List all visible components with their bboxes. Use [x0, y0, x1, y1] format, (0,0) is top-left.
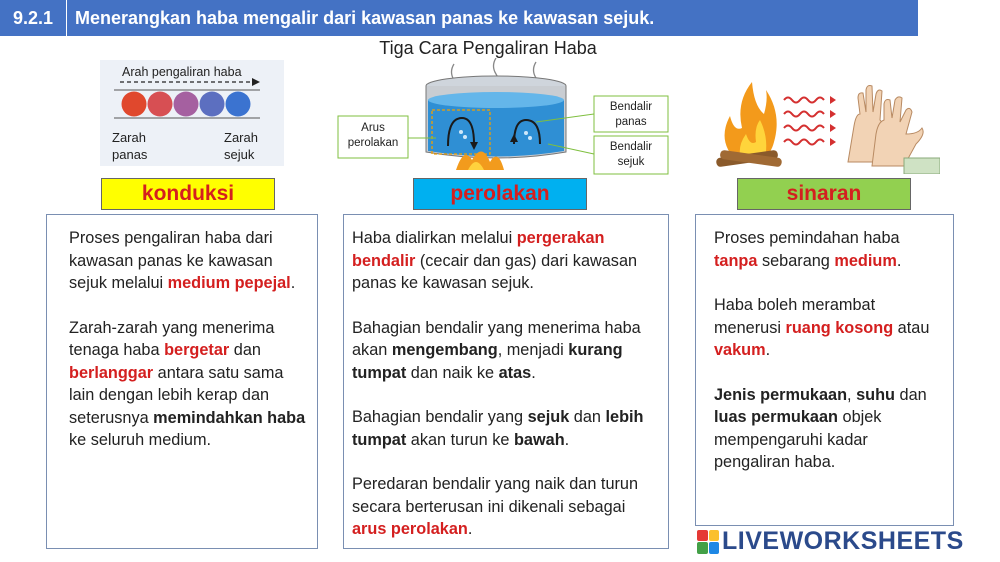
highlight-term: Jenis permukaan [714, 385, 848, 404]
particle [174, 92, 199, 117]
paragraph [69, 317, 307, 452]
liveworksheets-logo [697, 527, 964, 556]
paragraph [714, 384, 943, 474]
paragraph [714, 294, 943, 362]
logo-text: LIVEWORKSHEETS [722, 527, 964, 555]
hands-icon [848, 86, 940, 175]
convection-illustration [336, 58, 676, 176]
text-run: . [290, 274, 296, 292]
text-run: Bahagian bendalir yang menerima haba akan [352, 318, 641, 359]
hot-fluid-label: Bendalir panas [609, 101, 653, 128]
text-run: , menjadi [497, 341, 569, 359]
highlight-term: mengembang [391, 341, 498, 359]
highlight-term: kurang tumpat [352, 341, 623, 382]
highlight-term: luas permukaan [714, 408, 838, 426]
konduksi-description-box [46, 214, 318, 549]
particle [148, 92, 173, 117]
cold-fluid-label: Bendalir sejuk [609, 141, 653, 168]
text-run: objek mempengaruhi kadar pengaliran haba. [714, 408, 882, 471]
paragraph [714, 227, 943, 272]
highlight-term: lebih tumpat [352, 408, 644, 449]
text-run: ke seluruh medium. [69, 431, 212, 449]
text-run: . [564, 430, 570, 449]
text-run: Haba dialirkan melalui [352, 229, 517, 247]
text-run: . [896, 251, 902, 270]
paragraph [69, 227, 307, 295]
label-sinaran: sinaran [737, 178, 911, 210]
text-run: akan turun ke [406, 430, 514, 449]
page-subtitle: Tiga Cara Pengaliran Haba [379, 38, 597, 58]
particle [122, 92, 147, 117]
text-run: . [467, 520, 473, 538]
text-run: Bahagian bendalir yang [352, 408, 528, 426]
liveworksheets-logo-icon [697, 530, 719, 554]
sinaran-description-box [695, 214, 954, 526]
highlight-term: ruang kosong [785, 318, 894, 337]
hot-particle-label: Zarah panas [112, 130, 148, 162]
conduction-arrow-text: Arah pengaliran haba [122, 65, 242, 79]
highlight-term: bergetar [164, 341, 230, 359]
text-run: dan [229, 341, 261, 359]
text-run: dan naik ke [406, 363, 499, 382]
highlight-term: medium pepejal [167, 274, 291, 292]
highlight-term: suhu [856, 385, 895, 404]
highlight-term: atas [498, 363, 532, 382]
text-run: Haba boleh merambat menerusi [714, 296, 876, 337]
cold-particle-label: Zarah sejuk [224, 130, 258, 162]
text-run: . [531, 363, 536, 382]
text-run: (cecair dan gas) dari kawasan panas ke kawasan sejuk. [352, 251, 638, 292]
perolakan-description-box [343, 214, 669, 549]
highlight-term: bawah [513, 430, 565, 449]
text-run: atau [893, 318, 930, 337]
text-run: dan [894, 385, 927, 404]
heat-wave-icon [784, 96, 836, 146]
text-run: dan [569, 408, 606, 426]
text-run: sebarang [757, 251, 835, 270]
text-run: Zarah-zarah yang menerima tenaga haba [69, 318, 275, 359]
label-konduksi: konduksi [101, 178, 275, 210]
section-number: 9.2.1 [0, 0, 67, 36]
highlight-term: pergerakan bendalir [352, 229, 605, 270]
text-run: , [847, 385, 857, 404]
paragraph [352, 317, 658, 385]
paragraph [352, 406, 658, 451]
label-perolakan: perolakan [413, 178, 587, 210]
highlight-term: berlanggar [69, 363, 154, 382]
highlight-term: sejuk [527, 408, 570, 426]
highlight-term: arus perolakan [352, 520, 468, 538]
arus-perolakan-label: Arus perolakan [347, 122, 399, 149]
header-title: Menerangkan haba mengalir dari kawasan panas ke kawasan sejuk. [75, 7, 655, 28]
text-run: Peredaran bendalir yang naik dan turun secara berterusan ini dikenali sebagai [352, 475, 639, 516]
text-run: Proses pengaliran haba dari kawasan panas ke kawasan sejuk melalui [69, 229, 273, 292]
highlight-term: memindahkan haba [153, 408, 306, 427]
highlight-term: medium [834, 251, 897, 270]
radiation-illustration [708, 70, 940, 174]
paragraph [352, 473, 658, 541]
header-bar [0, 0, 918, 36]
text-run: Proses pemindahan haba [714, 229, 900, 247]
text-run: . [765, 341, 771, 359]
paragraph [352, 227, 658, 295]
particle [200, 92, 225, 117]
particle [226, 92, 251, 117]
text-run: antara satu sama lain dengan lebih kerap dan seterusnya [69, 363, 284, 427]
highlight-term: tanpa [714, 251, 758, 270]
highlight-term: vakum [714, 341, 766, 359]
conduction-illustration [100, 60, 284, 166]
